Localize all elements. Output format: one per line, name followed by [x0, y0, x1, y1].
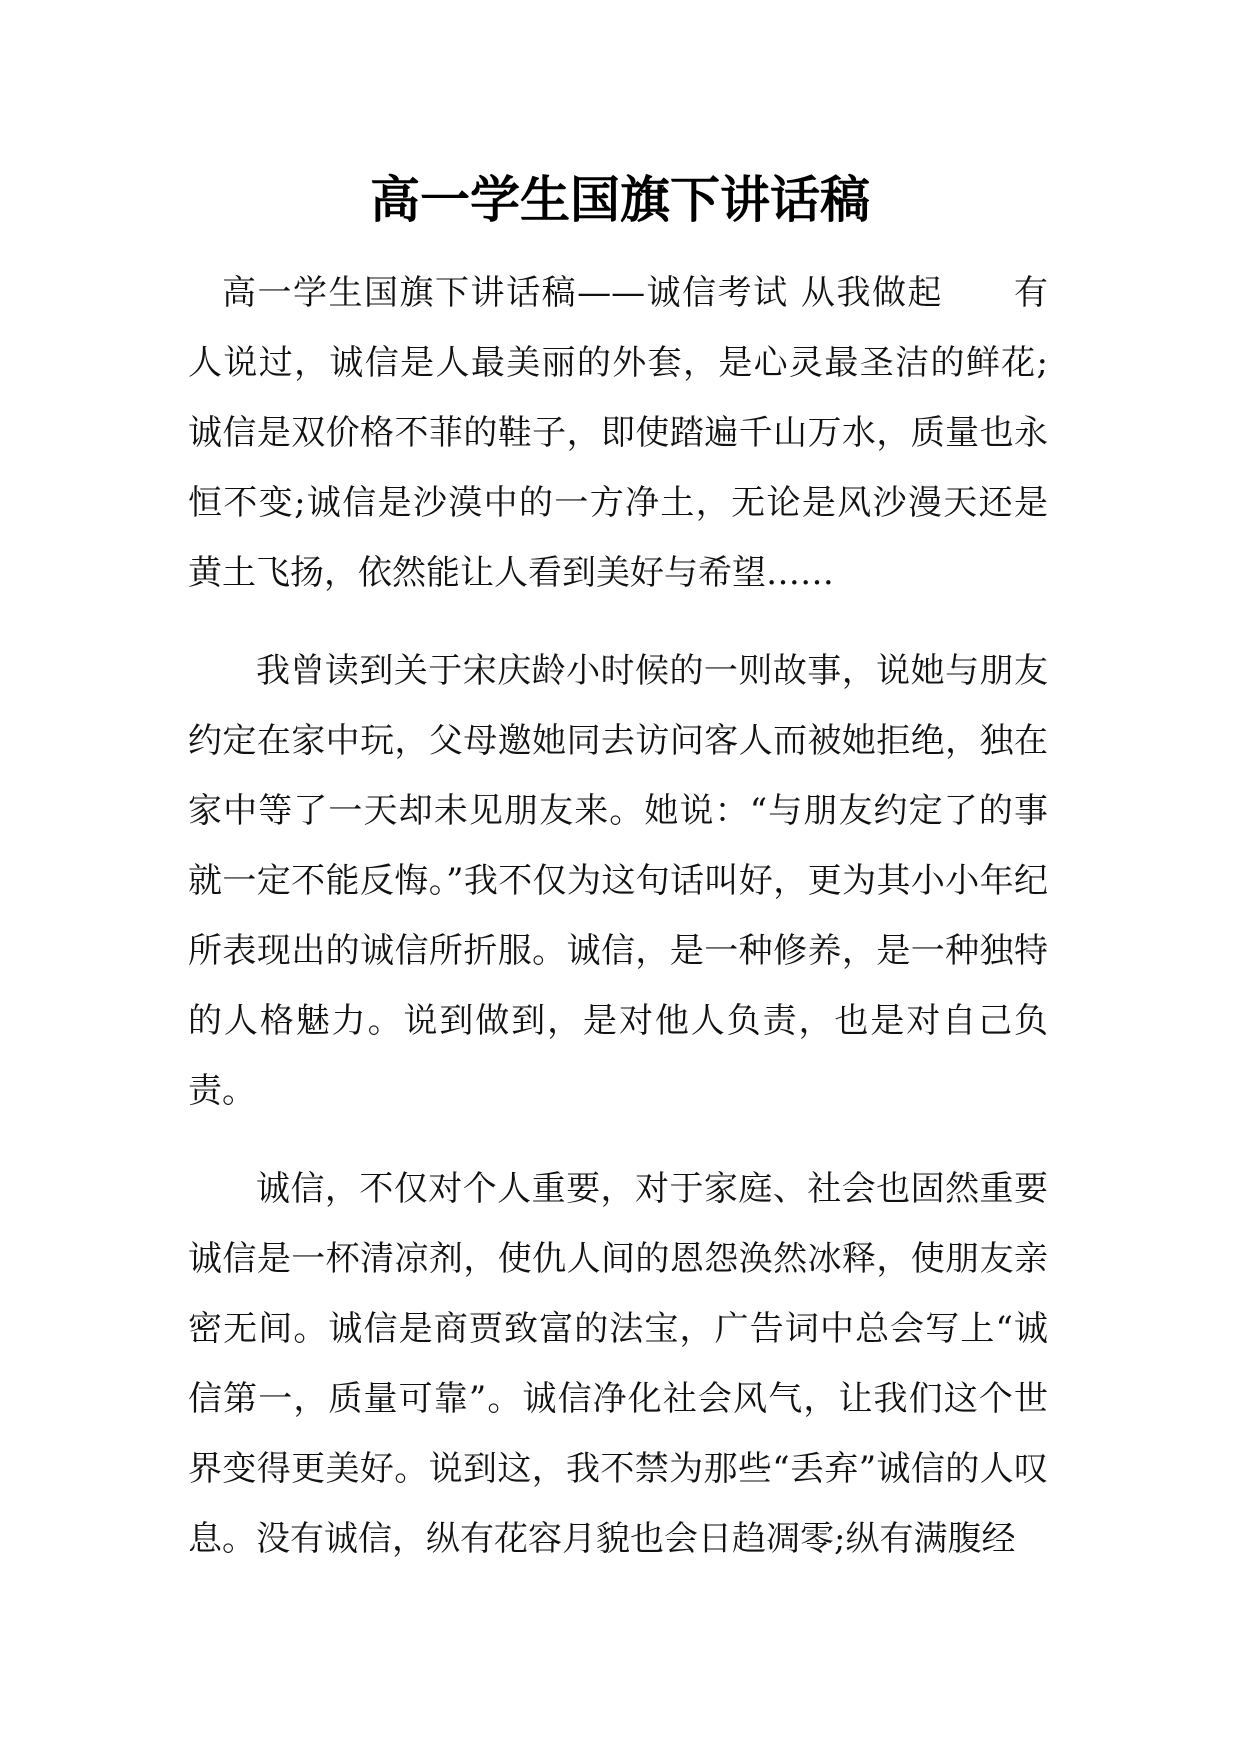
document-title: 高一学生国旗下讲话稿: [370, 170, 870, 229]
paragraph-spacer: [188, 608, 1048, 636]
document-body: [188, 258, 1048, 1574]
paragraph-spacer: [188, 1126, 1048, 1154]
paragraph-importance: 诚信，不仅对个人重要，对于家庭、社会也固然重要诚信是一杯清凉剂，使仇人间的恩怨涣然冰释，使朋友亲密无间。诚信是商贾致富的法宝，广告词中总会写上“诚信第一，质量可靠”。诚信净化社会风气，让我们这个世界变得更美好。说到这，我不禁为那些“丢弃”诚信的人叹息。没有诚信，纵有花容月貌也会日趋凋零;纵有满腹经: [188, 1169, 1048, 1559]
paragraph-story: 我曾读到关于宋庆龄小时候的一则故事，说她与朋友约定在家中玩，父母邀她同去访问客人而被她拒绝，独在家中等了一天却未见朋友来。她说：“与朋友约定了的事就一定不能反悔。”我不仅为这句话叫好，更为其小小年纪所表现出的诚信所折服。诚信，是一种修养，是一种独特的人格魅力。说到做到，是对他人负责，也是对自己负责。: [188, 651, 1048, 1111]
paragraph-intro: 高一学生国旗下讲话稿——诚信考试 从我做起 有人说过，诚信是人最美丽的外套，是心灵最圣洁的鲜花;诚信是双价格不菲的鞋子，即使踏遍千山万水，质量也永恒不变;诚信是沙漠中的一方净土，无论是风沙漫天还是黄土飞扬，依然能让人看到美好与希望……: [188, 273, 1048, 593]
